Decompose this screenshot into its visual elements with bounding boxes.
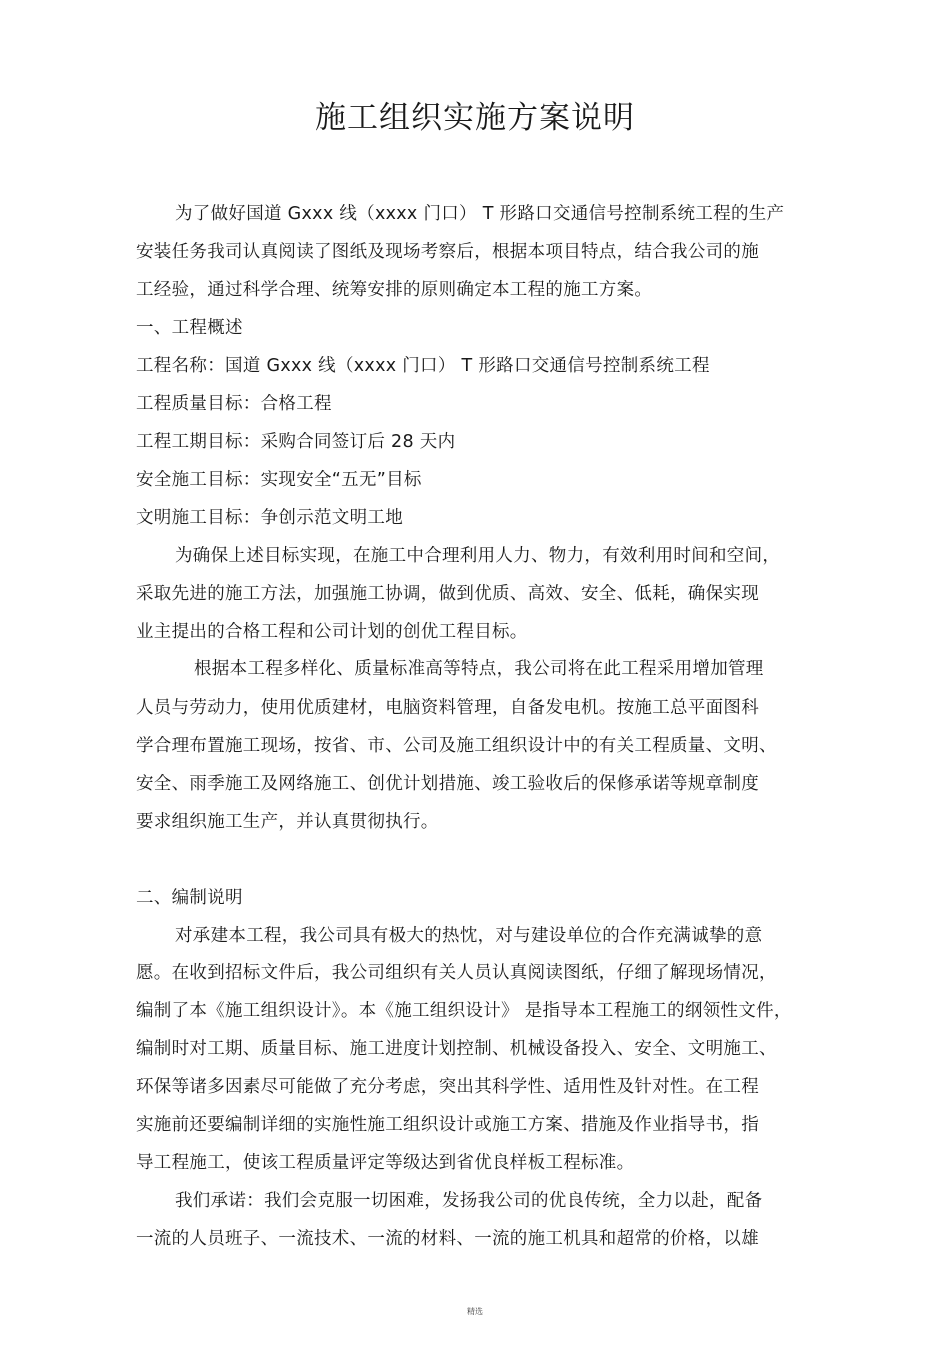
paragraph-line: 一流的人员班子、一流技术、一流的材料、一流的施工机具和超常的价格，以雄 (136, 1229, 759, 1249)
paragraph-line: 为确保上述目标实现，在施工中合理利用人力、物力，有效利用时间和空间， (175, 546, 781, 566)
paragraph-line: 工经验，通过科学合理、统筹安排的原则确定本工程的施工方案。 (136, 280, 653, 300)
paragraph-line: 我们承诺：我们会克服一切困难，发扬我公司的优良传统，全力以赴，配备 (175, 1191, 763, 1211)
paragraph-line: 安装任务我司认真阅读了图纸及现场考察后，根据本项目特点，结合我公司的施 (136, 242, 759, 262)
paragraph-line: 工程工期目标：采购合同签订后 28 天内 (136, 432, 456, 452)
document-title: 施工组织实施方案说明 (315, 100, 635, 136)
paragraph-line: 为了做好国道 Gxxx 线（xxxx 门口） T 形路口交通信号控制系统工程的生产 (175, 204, 785, 224)
paragraph-line: 对承建本工程，我公司具有极大的热忱，对与建设单位的合作充满诚挚的意 (175, 926, 763, 946)
paragraph-line: 安全施工目标：实现安全“五无”目标 (136, 470, 422, 490)
page-footer: 精选 (467, 1307, 483, 1316)
paragraph-line: 业主提出的合格工程和公司计划的创优工程目标。 (136, 622, 528, 642)
paragraph-line: 导工程施工，使该工程质量评定等级达到省优良样板工程标准。 (136, 1153, 635, 1173)
paragraph-line: 编制了本《施工组织设计》。本《施工组织设计》 是指导本工程施工的纲领性文件， (136, 1001, 792, 1021)
paragraph-line: 人员与劳动力，使用优质建材，电脑资料管理，自备发电机。按施工总平面图科 (136, 698, 759, 718)
paragraph-line: 采取先进的施工方法，加强施工协调，做到优质、高效、安全、低耗，确保实现 (136, 584, 759, 604)
section-heading: 二、编制说明 (136, 888, 243, 908)
paragraph-line: 环保等诸多因素尽可能做了充分考虑，突出其科学性、适用性及针对性。在工程 (136, 1077, 759, 1097)
paragraph-line: 文明施工目标：争创示范文明工地 (136, 508, 403, 528)
paragraph-line: 安全、雨季施工及网络施工、创优计划措施、竣工验收后的保修承诺等规章制度 (136, 774, 759, 794)
section-heading: 一、工程概述 (136, 318, 243, 338)
paragraph-line: 编制时对工期、质量目标、施工进度计划控制、机械设备投入、安全、文明施工、 (136, 1039, 777, 1059)
paragraph-line: 工程名称：国道 Gxxx 线（xxxx 门口） T 形路口交通信号控制系统工程 (136, 356, 710, 376)
paragraph-line: 根据本工程多样化、质量标准高等特点，我公司将在此工程采用增加管理 (194, 659, 764, 679)
paragraph-line: 学合理布置施工现场，按省、市、公司及施工组织设计中的有关工程质量、文明、 (136, 736, 777, 756)
paragraph-line: 工程质量目标：合格工程 (136, 394, 332, 414)
paragraph-line: 要求组织施工生产，并认真贯彻执行。 (136, 812, 439, 832)
paragraph-line: 愿。在收到招标文件后，我公司组织有关人员认真阅读图纸，仔细了解现场情况， (136, 963, 777, 983)
paragraph-line: 实施前还要编制详细的实施性施工组织设计或施工方案、措施及作业指导书，指 (136, 1115, 759, 1135)
